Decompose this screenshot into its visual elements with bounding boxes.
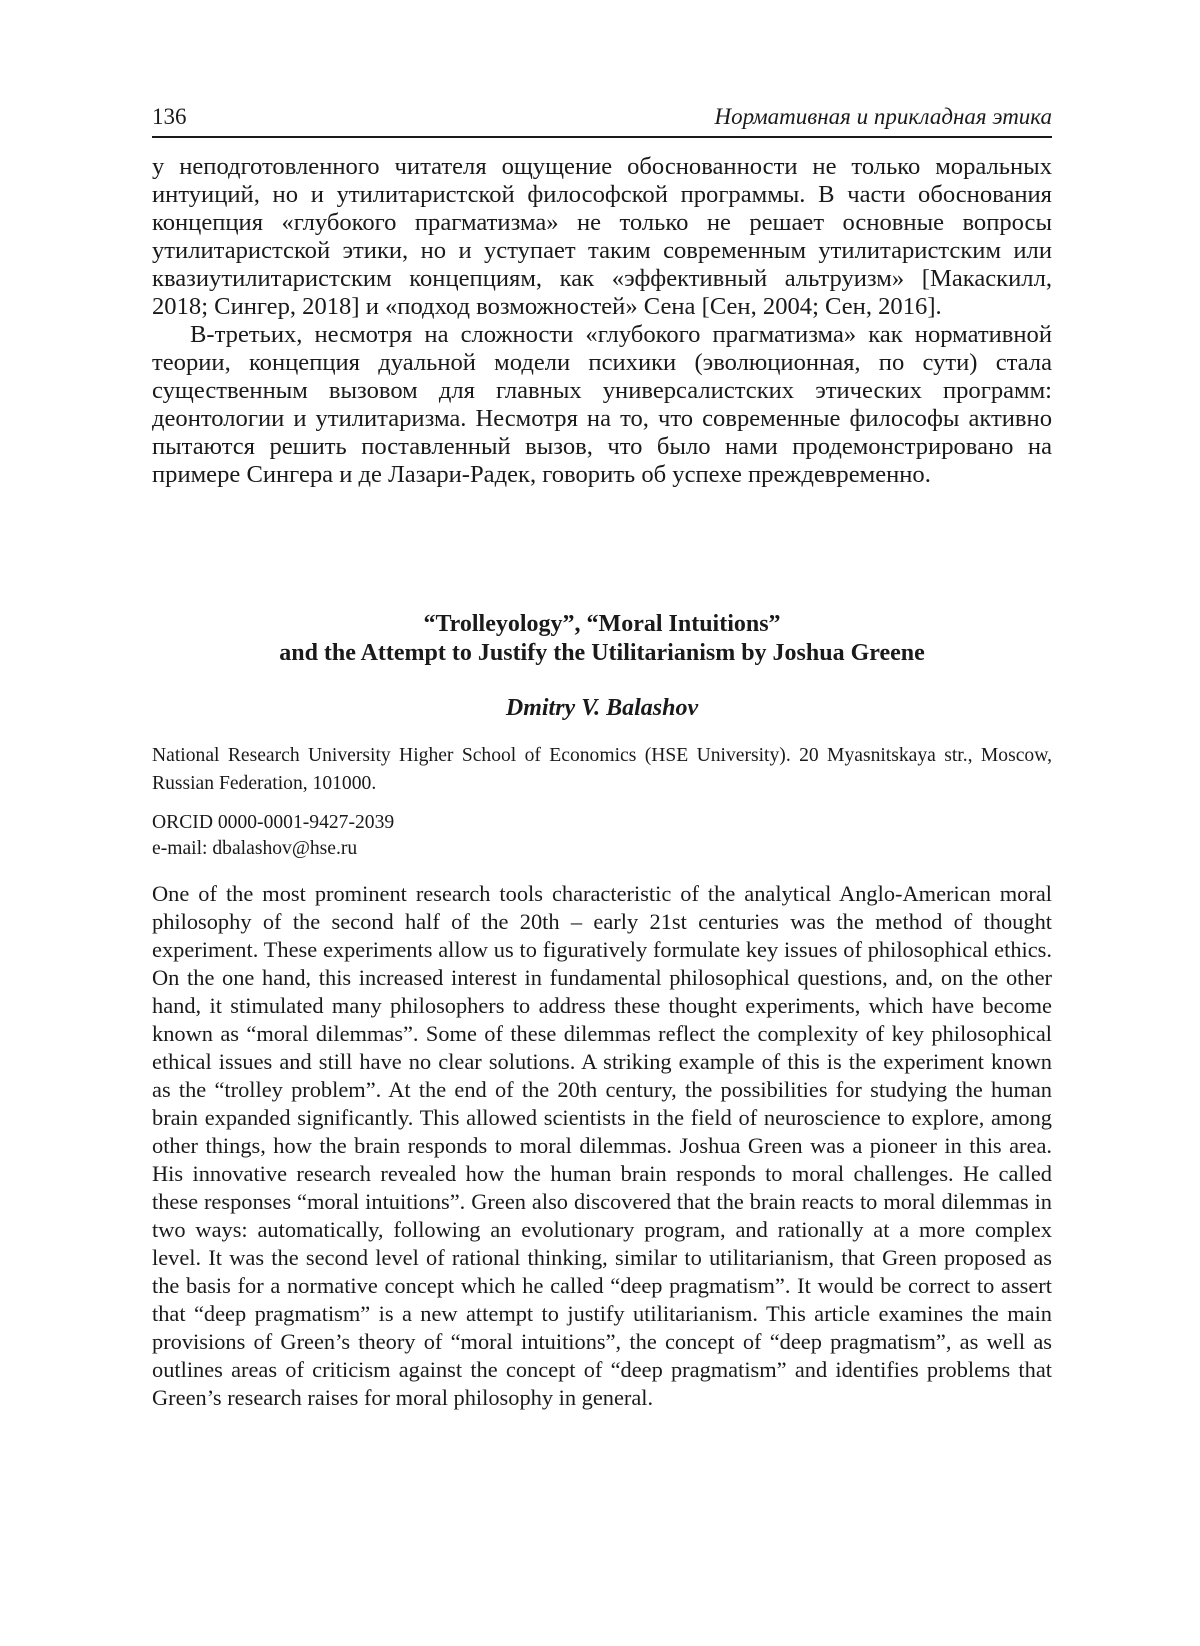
email: e-mail: dbalashov@hse.ru bbox=[152, 838, 358, 859]
russian-paragraph-2: В-третьих, несмотря на сложности «глубокого прагматизма» как нормативной теории, концепция дуальной модели психики (эволюционная, по сути) стала существенным вызовом для главных универсалистских этических программ: деонтологии и утилитаризма. Несмотря на то, что современные философы активно пытаются решить поставленный вызов, что было нами продемонстрировано на примере Сингера и де Лазари-Радек, говорить об успехе преждевременно. bbox=[152, 321, 1052, 488]
author-contact bbox=[152, 810, 1052, 862]
article-title-line-1: “Trolleyology”, “Moral Intuitions” bbox=[423, 611, 781, 637]
russian-paragraph-1: у неподготовленного читателя ощущение обоснованности не только моральных интуиций, но и утилитаристской философской программы. В части обоснования концепция «глубокого прагматизма» не только не решает основные вопросы утилитаристской этики, но и уступает таким современным утилитаристским или квазиутилитаристским концепциям, как «эффективный альтруизм» [Макаскилл, 2018; Сингер, 2018] и «подход возможностей» Сена [Сен, 2004; Сен, 2016]. bbox=[152, 153, 1052, 320]
page-number: 136 bbox=[152, 104, 187, 129]
abstract-text: One of the most prominent research tools characteristic of the analytical Anglo-American moral philosophy of the second half of the 20th – early 21st centuries was the method of thought experiment. These experiments allow us to figuratively formulate key issues of philosophical ethics. On the one hand, this increased interest in fundamental philosophical questions, and, on the other hand, it stimulated many philosophers to address these thought experiments, which have become known as “moral dilemmas”. Some of these dilemmas reflect the complexity of key philosophical ethical issues and still have no clear solutions. A striking example of this is the experiment known as the “trolley problem”. At the end of the 20th century, the possibilities for studying the human brain expanded significantly. This allowed scientists in the field of neuroscience to explore, among other things, how the brain responds to moral dilemmas. Joshua Green was a pioneer in this area. His innovative research revealed how the human brain responds to moral challenges. He called these responses “moral intuitions”. Green also discovered that the brain reacts to moral dilemmas in two ways: automatically, following an evolutionary program, and rationally at a more complex level. It was the second level of rational thinking, similar to utilitarianism, that Green proposed as the basis for a normative concept which he called “deep pragmatism”. It would be correct to assert that “deep pragmatism” is a new attempt to justify utilitarianism. This article examines the main provisions of Green’s theory of “moral intuitions”, the concept of “deep pragmatism”, as well as outlines areas of criticism against the concept of “deep pragmatism” and identifies problems that Green’s research raises for moral philosophy in general. bbox=[152, 881, 1052, 1410]
orcid: ORCID 0000-0001-9427-2039 bbox=[152, 812, 395, 833]
author-name: Dmitry V. Balashov bbox=[505, 695, 699, 721]
running-header bbox=[152, 100, 1052, 138]
article-title-line-2: and the Attempt to Justify the Utilitarianism by Joshua Greene bbox=[279, 640, 925, 666]
author-affiliation: National Research University Higher School of Economics (HSE University). 20 Myasnitskaya str., Moscow, Russian Federation, 101000. bbox=[152, 745, 1052, 794]
article-title bbox=[152, 610, 1052, 668]
abstract bbox=[152, 880, 1052, 1412]
journal-title: Нормативная и прикладная этика bbox=[714, 104, 1052, 129]
russian-body-text bbox=[152, 153, 1052, 489]
